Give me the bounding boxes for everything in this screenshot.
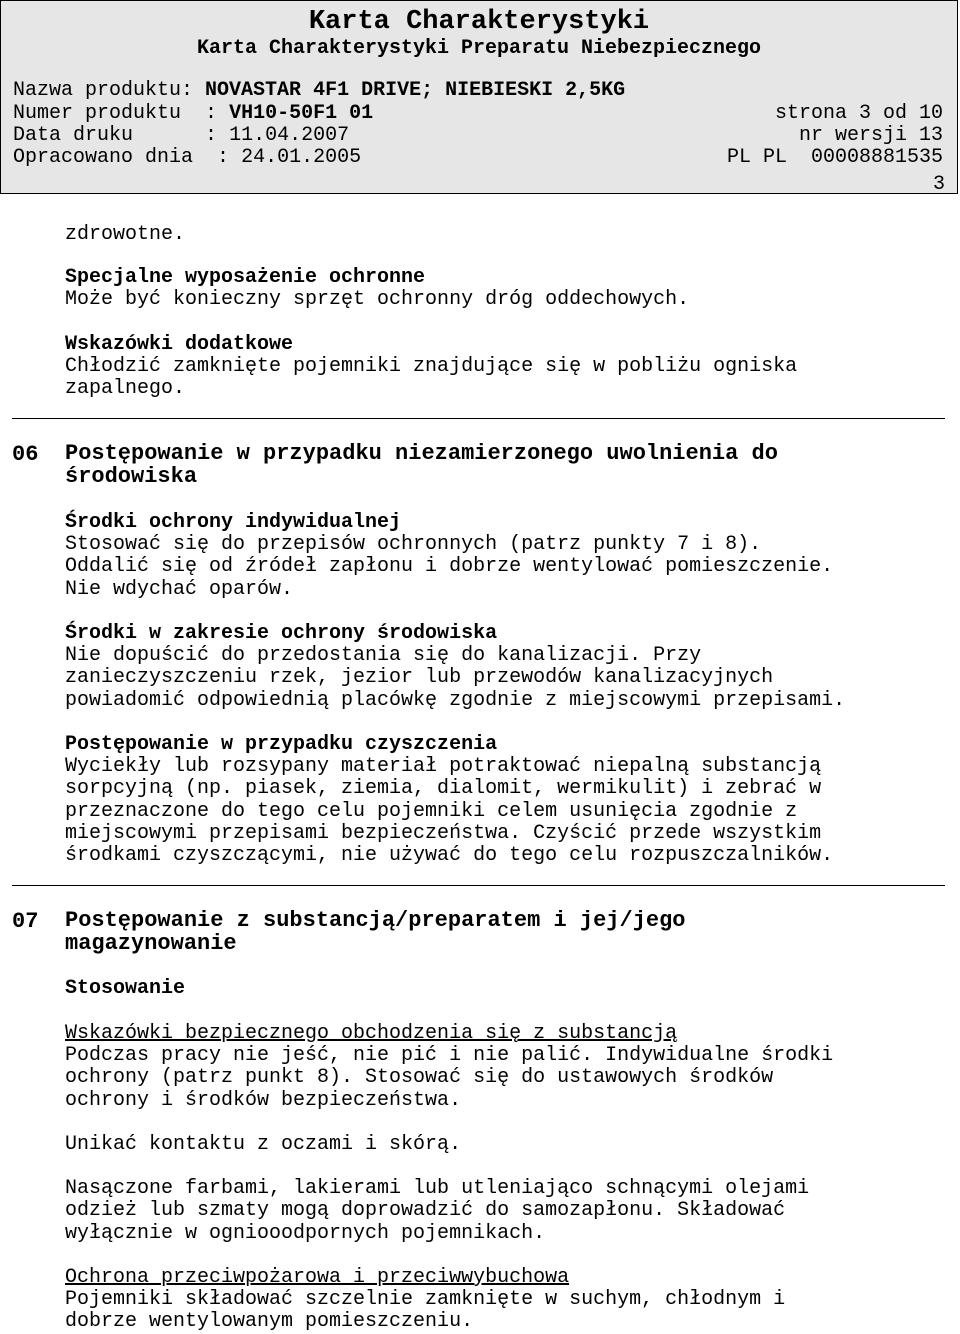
environment-protection-text: Nie dopuścić do przedostania się do kanalizacji. Przy zanieczyszczeniu rzek, jezior lub przewodów kanalizacyjnych powiadomić odpowiednią placówkę zgodnie z miejscowymi przepisami. bbox=[65, 644, 846, 712]
prepared-date-value: 24.01.2005 bbox=[241, 146, 362, 169]
section-06-title: Postępowanie w przypadku niezamierzonego uwolnienia do środowiska bbox=[65, 441, 778, 489]
product-name-label: Nazwa produktu: bbox=[13, 79, 194, 102]
product-name-row bbox=[13, 79, 625, 102]
product-number-row bbox=[13, 102, 373, 125]
safe-handling-heading: Wskazówki bezpiecznego obchodzenia się z substancją bbox=[65, 1022, 678, 1045]
equipment-heading: Specjalne wyposażenie ochronne bbox=[65, 266, 426, 289]
section-07-number: 07 bbox=[12, 909, 39, 934]
self-ignition-text: Nasączone farbami, lakierami lub utleniająco schnącymi olejami odzież lub szmaty mogą doprowadzić do samozapłonu. Składować wyłącznie w ogniooodpornych pojemnikach. bbox=[65, 1177, 810, 1245]
version-indicator: nr wersji 13 bbox=[798, 124, 943, 147]
prepared-date-label: Opracowano dnia : bbox=[13, 146, 230, 169]
page-marker: 3 bbox=[932, 173, 945, 196]
safe-handling-text: Podczas pracy nie jeść, nie pić i nie palić. Indywidualne środki ochrony (patrz punkt 8). Stosować się do ustawowych środków ochrony i środków bezpieczeństwa. bbox=[65, 1044, 834, 1112]
avoid-contact-text: Unikać kontaktu z oczami i skórą. bbox=[65, 1133, 462, 1156]
fire-protection-text: Pojemniki składować szczelnie zamknięte w suchym, chłodnym i dobrze wentylowanym pomieszczeniu. bbox=[65, 1288, 786, 1334]
hints-heading: Wskazówki dodatkowe bbox=[65, 333, 294, 356]
print-date-row bbox=[13, 124, 349, 147]
prepared-date-row bbox=[13, 146, 361, 169]
product-number-value: VH10-50F1 01 bbox=[229, 102, 374, 125]
product-name-value: NOVASTAR 4F1 DRIVE; NIEBIESKI 2,5KG bbox=[205, 79, 626, 102]
cleaning-text: Wyciekły lub rozsypany materiał potraktować niepalną substancją sorpcyjną (np. piasek, ziemia, dialomit, wermikulit) i zebrać w przeznaczone do tego celu pojemniki celem usunięcia zgodnie z miejscowymi przepisami bezpieczeństwa. Czyścić przede wszystkim środkami czyszczącymi, nie używać do tego celu rozpuszczalników. bbox=[65, 755, 834, 868]
personal-protection-text: Stosować się do przepisów ochronnych (patrz punkty 7 i 8). Oddalić się od źródeł zapłonu i dobrze wentylować pomieszczenie. Nie wdychać oparów. bbox=[65, 533, 834, 601]
print-date-label: Data druku : bbox=[13, 124, 218, 147]
document-code: PL PL 00008881535 bbox=[726, 146, 943, 169]
personal-protection-heading: Środki ochrony indywidualnej bbox=[65, 511, 402, 534]
continued-text: zdrowotne. bbox=[65, 223, 186, 246]
section-06-number: 06 bbox=[12, 442, 39, 467]
section-divider bbox=[12, 885, 945, 886]
document-title: Karta Charakterystyki bbox=[308, 7, 650, 37]
hints-text: Chłodzić zamknięte pojemniki znajdujące się w pobliżu ogniska zapalnego. bbox=[65, 355, 798, 401]
usage-heading: Stosowanie bbox=[65, 977, 186, 1000]
environment-protection-heading: Środki w zakresie ochrony środowiska bbox=[65, 622, 498, 645]
product-number-label: Numer produktu : bbox=[13, 102, 218, 125]
fire-protection-heading: Ochrona przeciwpożarowa i przeciwwybuchowa bbox=[65, 1266, 570, 1289]
document-subtitle: Karta Charakterystyki Preparatu Niebezpiecznego bbox=[196, 37, 762, 60]
document-header bbox=[0, 0, 958, 194]
section-07-title: Postępowanie z substancją/preparatem i jej/jego magazynowanie bbox=[65, 908, 686, 956]
page-indicator: strona 3 od 10 bbox=[774, 102, 943, 125]
equipment-text: Może być konieczny sprzęt ochronny dróg oddechowych. bbox=[65, 288, 690, 311]
section-divider bbox=[12, 418, 945, 419]
cleaning-heading: Postępowanie w przypadku czyszczenia bbox=[65, 733, 498, 756]
print-date-value: 11.04.2007 bbox=[229, 124, 350, 147]
